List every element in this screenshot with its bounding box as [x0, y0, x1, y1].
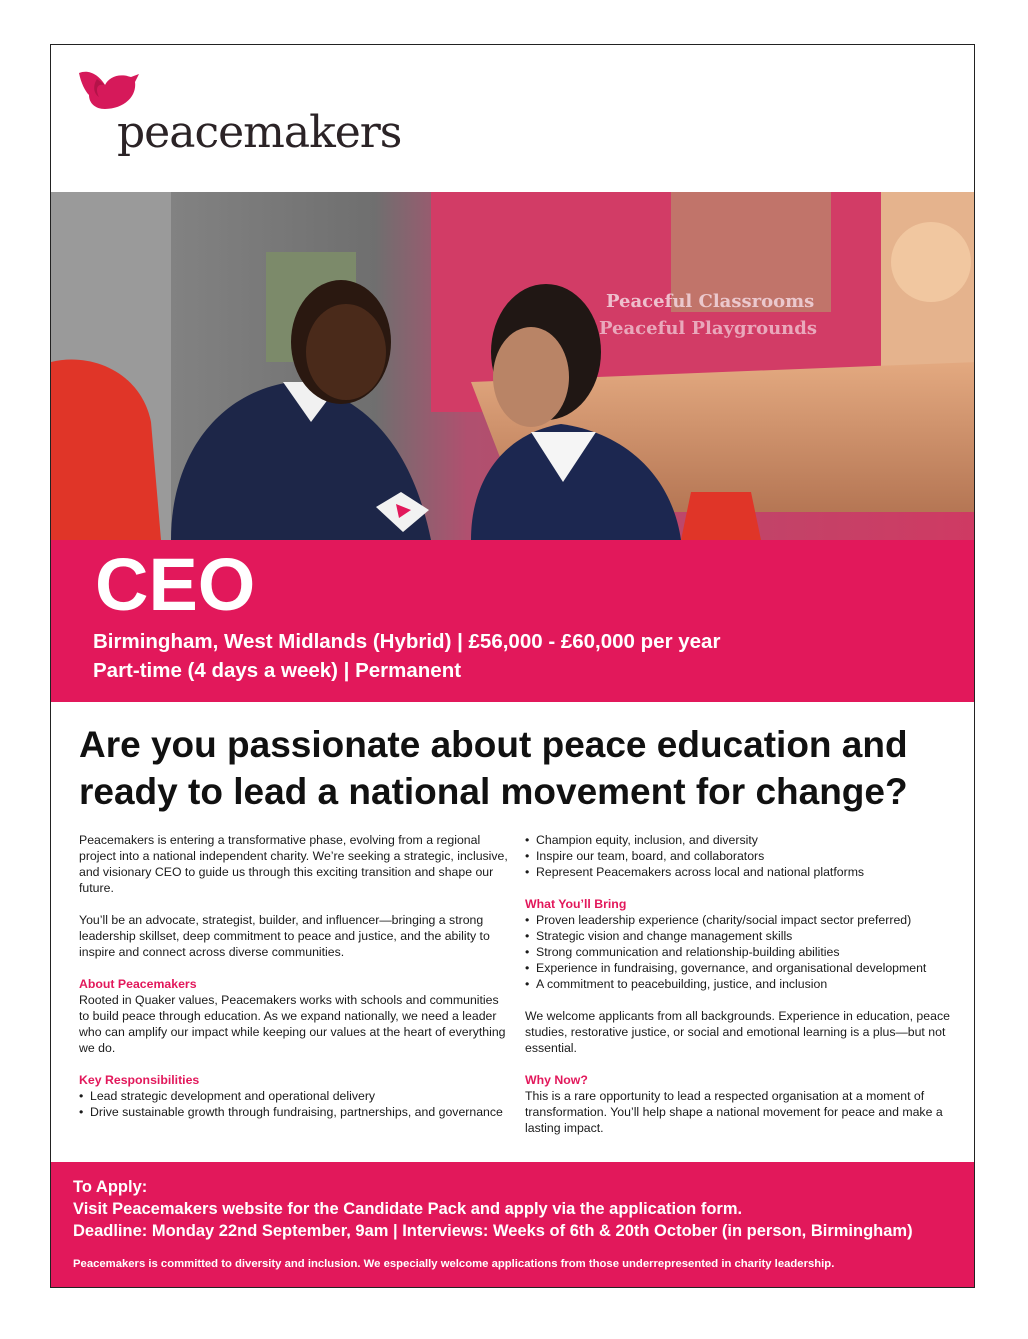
apply-instructions: Visit Peacemakers website for the Candidate Pack and apply via the application form.: [73, 1200, 743, 1218]
what-youll-bring-heading: What You’ll Bring: [525, 897, 627, 911]
job-location-salary: Birmingham, West Midlands (Hybrid) | £56,000 - £60,000 per year: [93, 630, 721, 653]
list-item: • A commitment to peacebuilding, justice, and inclusion: [525, 976, 965, 992]
about-text: Rooted in Quaker values, Peacemakers works with schools and communities to build peace through education. As we expand nationally, we need a leader who can amplify our impact while keeping our values at the heart of everything we do.: [79, 993, 506, 1055]
diversity-statement: Peacemakers is committed to diversity and inclusion. We especially welcome applications from those underrepresented in charity leadership.: [73, 1258, 835, 1270]
banner-text-1: Peaceful Classrooms: [606, 291, 815, 312]
peacemakers-logo: [75, 65, 405, 185]
responsibilities-list: [79, 1088, 509, 1120]
headline: Are you passionate about peace education and ready to lead a national movement for change?: [79, 724, 908, 812]
brand-wordmark: peacemakers: [117, 107, 402, 158]
deadline-text: Deadline: Monday 22nd September, 9am | Interviews: Weeks of 6th & 20th October (in person, Birmingham): [73, 1222, 913, 1240]
list-item: • Proven leadership experience (charity/social impact sector preferred): [525, 912, 965, 928]
list-item: • Experience in fundraising, governance, and organisational development: [525, 960, 965, 976]
intro-paragraph-2: You’ll be an advocate, strategist, builder, and influencer—bringing a strong leadership skillset, deep commitment to peace and justice, and the ability to inspire and connect across diverse communities.: [79, 913, 490, 959]
welcome-text: We welcome applicants from all backgrounds. Experience in education, peace studies, restorative justice, or social and emotional learning is a plus—but not essential.: [525, 1009, 950, 1055]
intro-paragraph-1: Peacemakers is entering a transformative phase, evolving from a regional project into a national independent charity. We’re seeking a strategic, inclusive, and visionary CEO to guide us through this exciting transition and shape our future.: [79, 833, 508, 895]
about-heading: About Peacemakers: [79, 977, 197, 991]
list-item: • Strategic vision and change management skills: [525, 928, 965, 944]
banner-text-2: Peaceful Playgrounds: [599, 318, 817, 339]
why-now-heading: Why Now?: [525, 1073, 588, 1087]
responsibilities-heading: Key Responsibilities: [79, 1073, 200, 1087]
list-item: • Inspire our team, board, and collaborators: [525, 848, 965, 864]
list-item: • Drive sustainable growth through fundraising, partnerships, and governance: [79, 1104, 509, 1120]
list-item: • Champion equity, inclusion, and diversity: [525, 832, 965, 848]
apply-footer: [51, 1162, 975, 1288]
right-column: [525, 832, 965, 1136]
what-youll-bring-list: [525, 912, 965, 992]
job-hours-contract: Part-time (4 days a week) | Permanent: [93, 659, 462, 682]
why-now-text: This is a rare opportunity to lead a respected organisation at a moment of transformation. You’ll help shape a national movement for peace and make a lasting impact.: [525, 1089, 943, 1135]
title-band: [51, 540, 975, 702]
left-column: [79, 832, 509, 1120]
hero-photo: [51, 192, 975, 540]
list-item: • Lead strategic development and operational delivery: [79, 1088, 509, 1104]
list-item: • Strong communication and relationship-building abilities: [525, 944, 965, 960]
job-advert: [50, 44, 975, 1288]
job-title: CEO: [95, 543, 256, 626]
list-item: • Represent Peacemakers across local and national platforms: [525, 864, 965, 880]
responsibilities-list-continued: [525, 832, 965, 880]
apply-label: To Apply:: [73, 1178, 148, 1196]
